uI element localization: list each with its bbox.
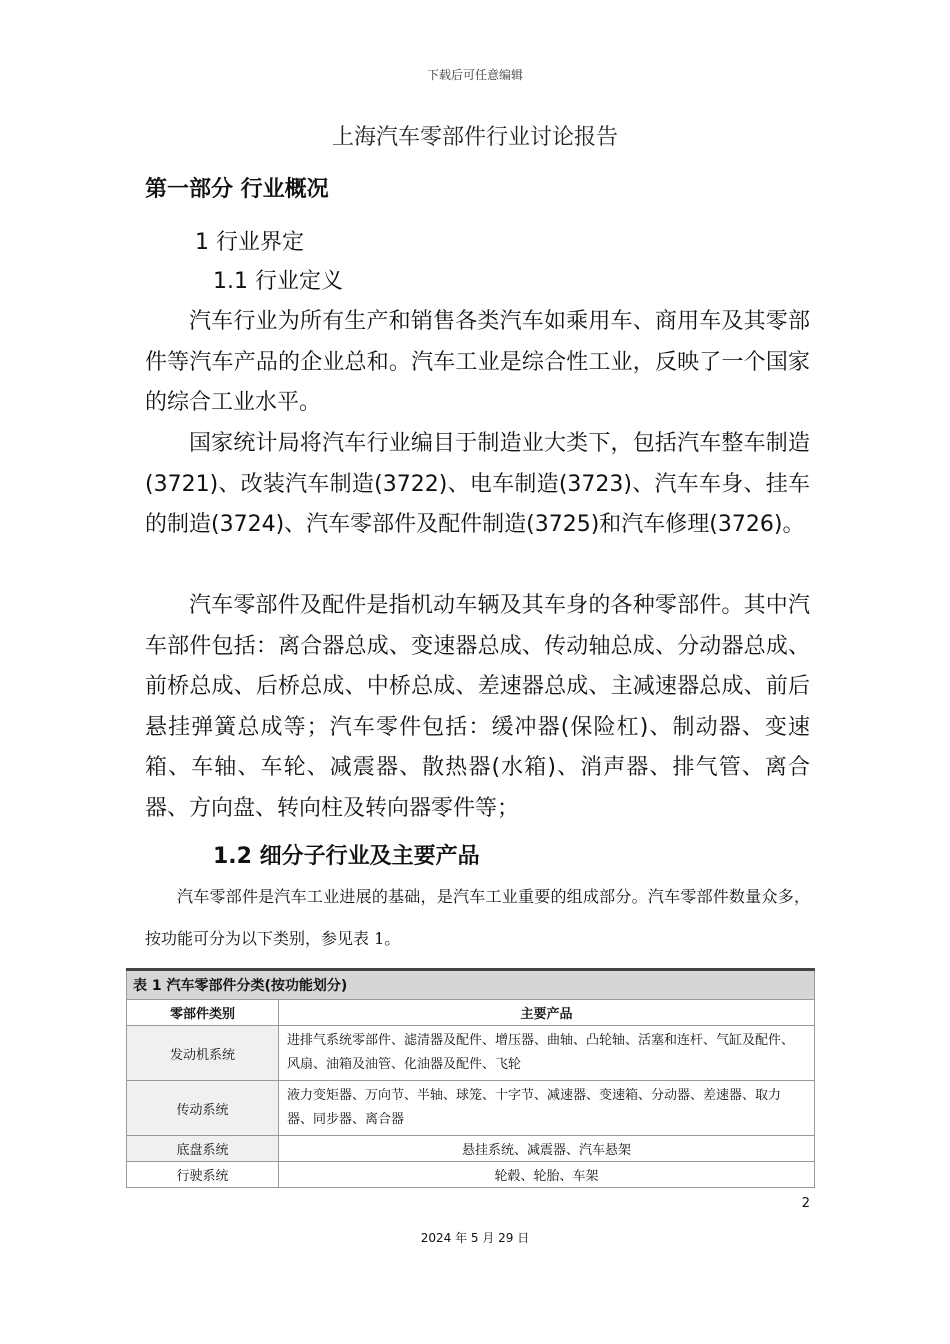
- paragraph-statistics-classification: 国家统计局将汽车行业编目于制造业大类下，包括汽车整车制造(3721)、改装汽车制造(3722)、电车制造(3723)、汽车车身、挂车的制造(3724)、汽车零部件及配件制造(3725)和汽车修理(3726)。: [145, 431, 810, 537]
- cell-category: 底盘系统: [127, 1136, 279, 1162]
- column-header-category: 零部件类别: [127, 1000, 279, 1026]
- paragraph-subsectors-intro: 汽车零部件是汽车工业进展的基础，是汽车工业重要的组成部分。汽车零部件数量众多，按功能可分为以下类别，参见表 1。: [145, 887, 810, 948]
- table-row: [127, 1162, 815, 1188]
- cell-category: 传动系统: [127, 1081, 279, 1136]
- table-caption-row: [127, 970, 815, 1000]
- table-row: [127, 1136, 815, 1162]
- cell-category: 行驶系统: [127, 1162, 279, 1188]
- paragraph-parts-definition: 汽车零部件及配件是指机动车辆及其车身的各种零部件。其中汽车部件包括：离合器总成、变速器总成、传动轴总成、分动器总成、前桥总成、后桥总成、中桥总成、差速器总成、主减速器总成、前后悬挂弹簧总成等；汽车零件包括：缓冲器(保险杠)、制动器、变速箱、车轴、车轮、减震器、散热器(水箱)、消声器、排气管、离合器、方向盘、转向柱及转向器零件等；: [145, 593, 810, 821]
- section-heading-1-2: 1.2 细分子行业及主要产品: [213, 844, 480, 869]
- cell-products: 液力变矩器、万向节、半轴、球笼、十字节、减速器、变速箱、分动器、差速器、取力器、同步器、离合器: [279, 1081, 815, 1136]
- parts-classification-table: [126, 968, 815, 1188]
- column-header-products: 主要产品: [279, 1000, 815, 1026]
- cell-products: 进排气系统零部件、滤清器及配件、增压器、曲轴、凸轮轴、活塞和连杆、气缸及配件、风扇、油箱及油管、化油器及配件、飞轮: [279, 1026, 815, 1081]
- cell-category: 发动机系统: [127, 1026, 279, 1081]
- paragraph-industry-definition: 汽车行业为所有生产和销售各类汽车如乘用车、商用车及其零部件等汽车产品的企业总和。汽车工业是综合性工业，反映了一个国家的综合工业水平。: [145, 309, 810, 415]
- table-header-row: [127, 1000, 815, 1026]
- document-title: 上海汽车零部件行业讨论报告: [331, 125, 618, 150]
- section-heading-1: 1 行业界定: [195, 230, 304, 255]
- part-heading: 第一部分 行业概况: [145, 177, 329, 202]
- footer-date: 2024 年 5 月 29 日: [420, 1231, 530, 1245]
- cell-products: 轮毂、轮胎、车架: [279, 1162, 815, 1188]
- table-row: [127, 1026, 815, 1081]
- page-header: 下载后可任意编辑: [426, 68, 523, 82]
- section-heading-1-1: 1.1 行业定义: [213, 269, 343, 294]
- cell-products: 悬挂系统、减震器、汽车悬架: [279, 1136, 815, 1162]
- page-number: 2: [801, 1196, 810, 1211]
- table-caption: 表 1 汽车零部件分类(按功能划分): [127, 970, 815, 1000]
- table-row: [127, 1081, 815, 1136]
